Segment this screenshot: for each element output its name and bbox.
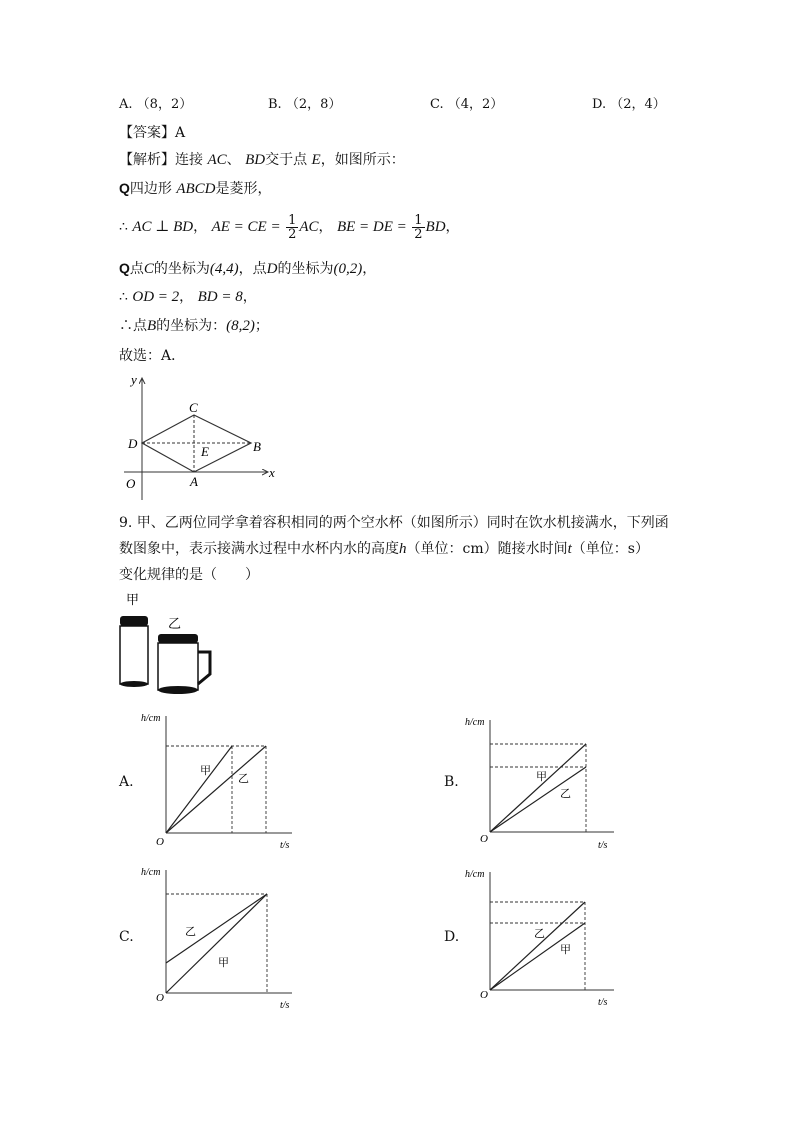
- choose-line: 故选：A．: [119, 348, 186, 364]
- analysis-line-2: Q四边形 ABCD是菱形，: [119, 180, 272, 197]
- graph-a-s2: 乙: [238, 772, 249, 785]
- fraction-half-2: $\frac{1}{2}$: [414, 212, 423, 242]
- cup-yi-label: 乙: [168, 617, 182, 632]
- rhombus-figure: [118, 372, 283, 504]
- graph-c-s2: 甲: [218, 956, 229, 969]
- option-c: C. （4，2）: [430, 97, 504, 112]
- graph-c-series-2: [166, 894, 267, 993]
- label-o: O: [126, 476, 136, 491]
- graph-c-xlabel: t/s: [280, 1000, 290, 1010]
- label-c: C: [189, 400, 198, 415]
- graph-a: [138, 708, 298, 853]
- option-a: A. （8，2）: [119, 97, 193, 112]
- graph-c-series-1: [166, 894, 267, 963]
- analysis-line-3: ∴ AC ⊥ BD， AE = CE = $\frac{1}{2}$ AC， BE = DE = $\frac{1}{2}$ BD，: [119, 212, 460, 242]
- graph-c-origin: O: [156, 992, 164, 1004]
- cups-figure: [112, 588, 222, 698]
- cup-jia-label: 甲: [126, 593, 140, 608]
- graph-d-xlabel: t/s: [598, 997, 608, 1008]
- graph-a-s1: 甲: [200, 764, 211, 777]
- graph-d-s2: 甲: [560, 943, 571, 956]
- analysis-line-5: ∴ OD = 2， BD = 8，: [119, 289, 257, 305]
- graph-d-origin: O: [480, 989, 488, 1001]
- fraction-half-1: $\frac{1}{2}$: [288, 212, 297, 242]
- graph-c-ylabel: h/cm: [141, 867, 161, 878]
- graph-a-series-1: [166, 746, 232, 833]
- graph-b-label: B.: [444, 774, 459, 790]
- label-b: B: [253, 439, 261, 454]
- label-y: y: [131, 372, 137, 387]
- option-d: D. （2，4）: [592, 97, 666, 112]
- graph-b: [462, 712, 622, 854]
- analysis-line-4: Q点C的坐标为(4,4)，点D的坐标为(0,2)，: [119, 260, 377, 277]
- graph-a-label: A.: [119, 774, 134, 790]
- label-a: A: [190, 474, 198, 489]
- answer-line: 【答案】A: [119, 125, 186, 141]
- graph-c-label: C.: [119, 929, 134, 945]
- graph-d-ylabel: h/cm: [465, 869, 485, 880]
- cup-yi: [158, 634, 210, 694]
- graph-a-origin: O: [156, 836, 164, 848]
- label-d: D: [128, 436, 138, 451]
- analysis-line-6: ∴点B的坐标为：(8,2)；: [119, 318, 269, 334]
- q9-line-1: 9. 甲、乙两位同学拿着容积相同的两个空水杯（如图所示）同时在饮水机接满水，下列函: [119, 515, 669, 531]
- graph-d: [462, 864, 622, 1010]
- graph-b-xlabel: t/s: [598, 840, 608, 851]
- graph-d-s1: 乙: [534, 927, 545, 940]
- label-x: x: [269, 465, 275, 480]
- graph-b-series-1: [490, 744, 586, 832]
- option-b: B. （2，8）: [268, 97, 342, 112]
- analysis-line-1: 【解析】连接 AC、 BD交于点 E，如图所示：: [119, 152, 405, 168]
- graph-b-origin: O: [480, 833, 488, 845]
- graph-c: [138, 862, 298, 1010]
- graph-b-s1: 甲: [536, 770, 547, 783]
- graph-b-s2: 乙: [560, 787, 571, 800]
- label-e: E: [201, 444, 209, 459]
- graph-b-ylabel: h/cm: [465, 717, 485, 728]
- graph-a-ylabel: h/cm: [141, 713, 161, 724]
- q9-line-3: 变化规律的是（ ）: [119, 567, 259, 583]
- graph-a-xlabel: t/s: [280, 840, 290, 851]
- cup-jia: [120, 616, 148, 687]
- graph-c-s1: 乙: [185, 925, 196, 938]
- graph-a-series-2: [166, 746, 266, 833]
- graph-d-label: D.: [444, 929, 460, 945]
- q9-line-2: 数图象中，表示接满水过程中水杯内水的高度h（单位：cm）随接水时间t（单位：s）: [119, 541, 649, 557]
